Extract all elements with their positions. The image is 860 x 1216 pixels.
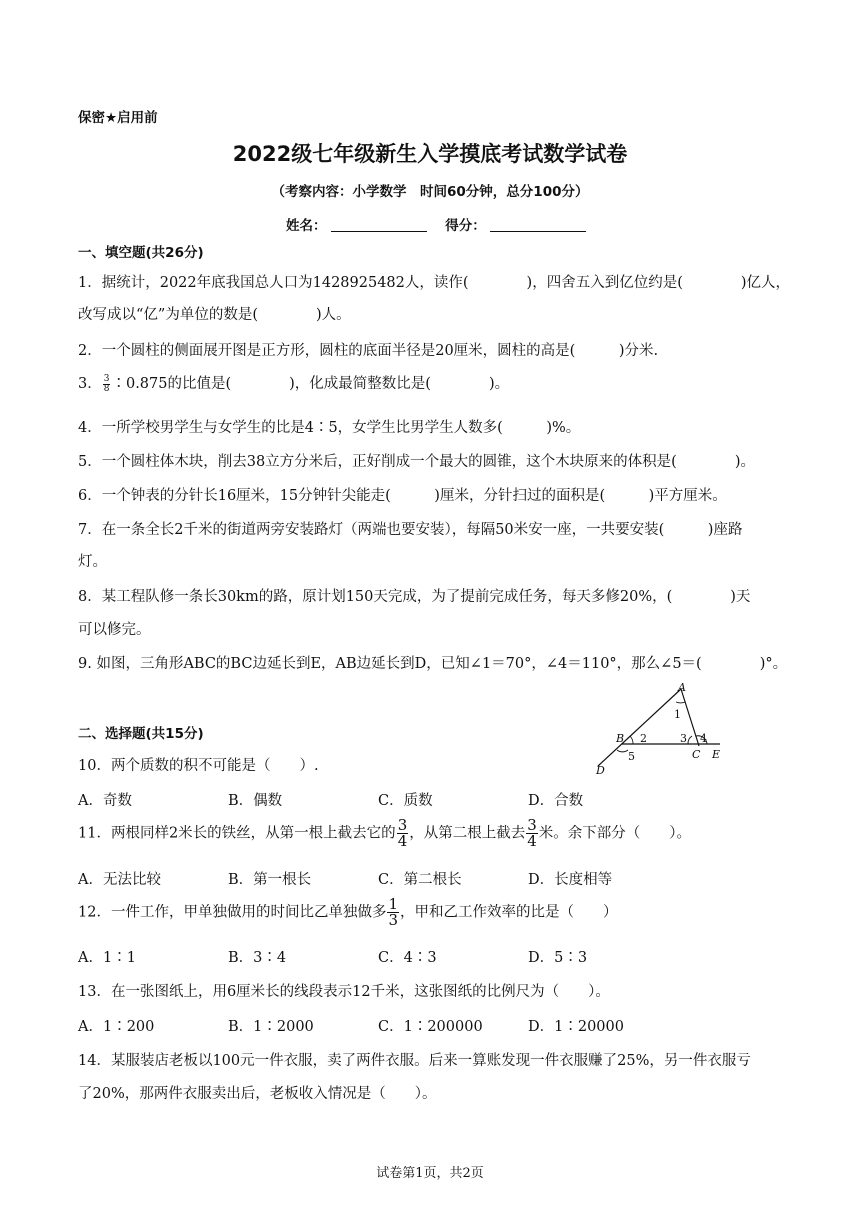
q3-rest: ∶0.875的比值是( )，化成最简整数比是( )。: [111, 376, 510, 392]
q11-option-c: C．第二根长: [378, 872, 462, 888]
angle-3-arc: [688, 736, 692, 744]
question-11: [78, 818, 691, 849]
angle-1-arc: [676, 702, 685, 703]
question-1-line1: 1．据统计，2022年底我国总人口为1428925482人，读作( )，四舍五入到亿位约是( )亿人，: [78, 275, 791, 291]
label-b: B: [616, 732, 625, 745]
q12-option-a: A．1∶1: [78, 950, 136, 966]
label-a: A: [678, 681, 686, 694]
label-2: 2: [640, 732, 647, 745]
angle-2-arc: [630, 736, 633, 744]
question-2: 2．一个圆柱的侧面展开图是正方形，圆柱的底面半径是20厘米，圆柱的高是( )分米.: [78, 343, 659, 359]
question-13: 13．在一张图纸上，用6厘米长的线段表示12千米，这张图纸的比例尺为（ ）。: [78, 984, 610, 1000]
page-title: 2022级七年级新生入学摸底考试数学试卷: [232, 142, 628, 166]
q11-option-a: A．无法比较: [78, 872, 161, 888]
q10-option-a: A．奇数: [78, 793, 132, 809]
q11-fraction-2: [526, 818, 538, 849]
label-1: 1: [674, 708, 681, 721]
angle-5-arc: [617, 750, 628, 752]
question-8-line2: 可以修完。: [78, 622, 151, 638]
question-14-line1: 14．某服装店老板以100元一件衣服，卖了两件衣服。后来一算账发现一件衣服赚了25%，另一件衣服亏: [78, 1053, 751, 1069]
question-3: [78, 372, 509, 394]
q12-fraction-numerator: 1: [388, 895, 398, 913]
q3-prefix: 3．: [78, 376, 102, 392]
q12-option-d: D．5∶3: [528, 950, 588, 966]
q12-part2: ，甲和乙工作效率的比是（ ）: [400, 904, 618, 921]
question-6: 6．一个钟表的分针长16厘米，15分钟针尖能走( )厘米，分针扫过的面积是( )平方厘米。: [78, 488, 727, 504]
q13-option-c: C．1∶200000: [378, 1019, 483, 1035]
label-e: E: [712, 748, 721, 761]
name-label: 姓名：: [286, 218, 327, 234]
name-score-line: [286, 214, 590, 234]
label-d: D: [596, 764, 605, 776]
question-12: [78, 897, 618, 928]
q11-part3: 米。余下部分（ ）。: [538, 825, 692, 842]
q12-option-b: B．3∶4: [228, 950, 287, 966]
section1-heading: 一、填空题(共26分): [78, 245, 204, 261]
name-blank: [331, 217, 427, 232]
question-10: 10．两个质数的积不可能是（ ）.: [78, 758, 319, 774]
question-14-line2: 了20%，那两件衣服卖出后，老板收入情况是（ ）。: [78, 1086, 437, 1102]
score-label: 得分：: [445, 218, 486, 234]
question-5: 5．一个圆柱体木块，削去38立方分米后，正好削成一个最大的圆锥，这个木块原来的体积是( )。: [78, 454, 755, 470]
confidential-label: 保密★启用前: [78, 110, 158, 126]
question-1-line2: 改写成以“亿”为单位的数是( )人。: [78, 307, 351, 323]
page-footer: 试卷第1页，共2页: [376, 1166, 484, 1181]
label-3: 3: [680, 732, 687, 745]
q3-fraction-numerator: 3: [103, 373, 110, 384]
q11-fraction-1-denominator: 4: [397, 832, 408, 850]
q11-fraction-1: [397, 818, 409, 849]
q10-option-b: B．偶数: [228, 793, 283, 809]
line-ad: [598, 689, 681, 766]
q3-fraction: [103, 375, 111, 394]
triangle-figure: [592, 680, 732, 776]
question-8-line1: 8．某工程队修一条长30km的路，原计划150天完成，为了提前完成任务，每天多修20%，( )天: [78, 589, 751, 605]
q11-part1: 11．两根同样2米长的铁丝，从第一根上截去它的: [78, 825, 396, 842]
label-5: 5: [628, 750, 635, 763]
q11-part2: ，从第二根上截去: [409, 825, 526, 842]
q12-fraction-denominator: 3: [388, 911, 398, 929]
q10-option-c: C．质数: [378, 793, 433, 809]
section2-heading: 二、选择题(共15分): [78, 726, 204, 742]
q11-fraction-1-numerator: 3: [397, 816, 408, 834]
label-c: C: [692, 748, 701, 761]
label-4: 4: [700, 732, 707, 745]
exam-subtitle: （考察内容：小学数学 时间60分钟，总分100分）: [271, 184, 589, 200]
q13-option-a: A．1∶200: [78, 1019, 155, 1035]
q10-option-d: D．合数: [528, 793, 584, 809]
question-7-line2: 灯。: [78, 554, 107, 570]
q11-option-b: B．第一根长: [228, 872, 312, 888]
q3-fraction-denominator: 8: [103, 383, 110, 394]
q11-fraction-2-numerator: 3: [527, 816, 537, 834]
q12-part1: 12．一件工作，甲单独做用的时间比乙单独做多: [78, 904, 387, 921]
q13-option-b: B．1∶2000: [228, 1019, 314, 1035]
q12-option-c: C．4∶3: [378, 950, 437, 966]
q11-fraction-2-denominator: 4: [527, 832, 537, 850]
q11-option-d: D．长度相等: [528, 872, 613, 888]
question-7-line1: 7．在一条全长2千米的街道两旁安装路灯（两端也要安装），每隔50米安一座，一共要安装( )座路: [78, 522, 743, 538]
q13-option-d: D．1∶20000: [528, 1019, 624, 1035]
q12-fraction: [387, 897, 399, 928]
question-9: 9. 如图，三角形ABC的BC边延长到E，AB边延长到D，已知∠1＝70°，∠4＝110°，那么∠5＝( )°。: [78, 656, 788, 672]
score-blank: [490, 217, 586, 232]
question-4: 4．一所学校男学生与女学生的比是4∶5，女学生比男学生人数多( )%。: [78, 420, 581, 436]
